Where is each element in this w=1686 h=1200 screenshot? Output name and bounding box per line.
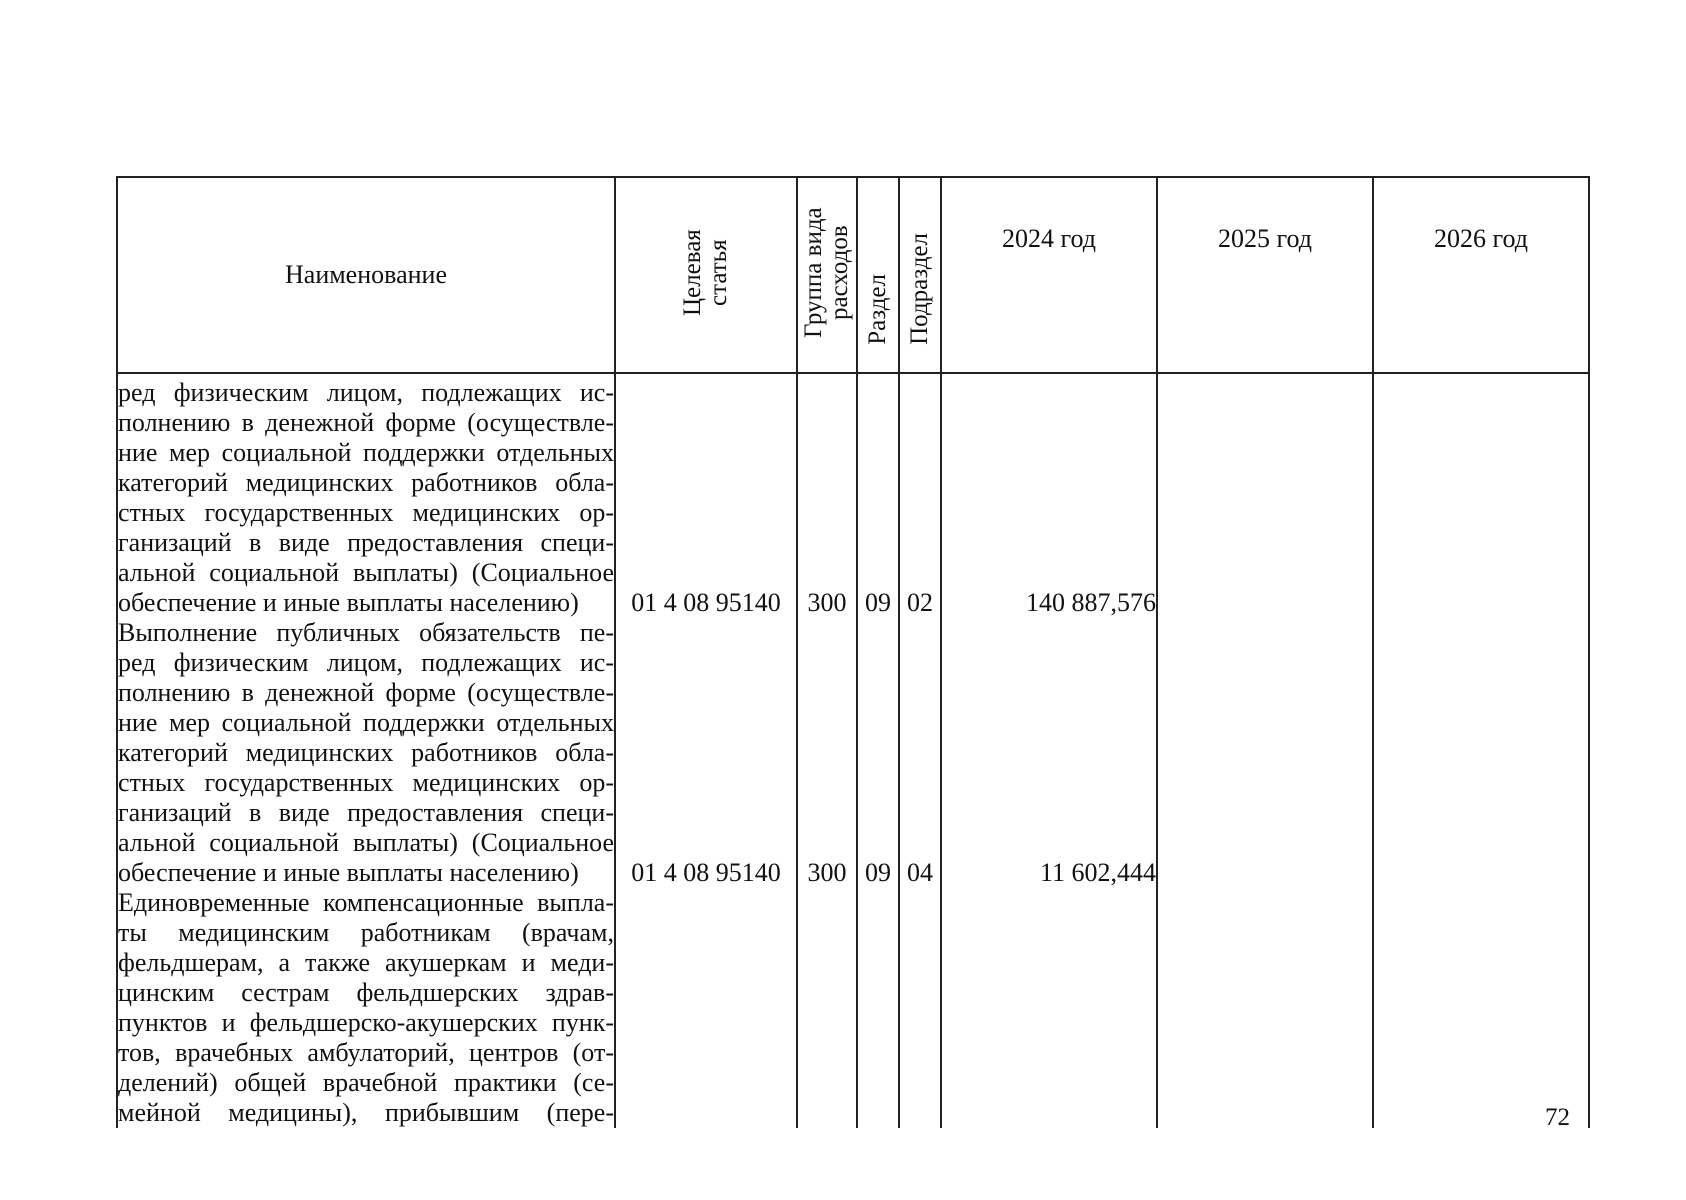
header-2026: 2026 год	[1373, 177, 1589, 373]
row-name: Выполнение публичных обязательств пе- ред физическим лицом, подлежащих ис- полнению в денежной форме (осуществле- ние мер социальной поддержки отдельных категорий медицинских работников обла- стных государственных медицинских ор- ганизаций в виде предоставления специ- альной социальной выплаты) (Социальное обеспечение и иные выплаты населению)	[118, 618, 614, 887]
row-2024: 140 887,576	[941, 373, 1157, 618]
header-target: Целевая статья	[615, 177, 797, 373]
row-2025	[1157, 373, 1373, 618]
row-2024	[941, 888, 1157, 1128]
header-subsection: Подраздел	[899, 177, 941, 373]
row-section: 09	[857, 618, 899, 888]
row-2025	[1157, 888, 1373, 1128]
budget-table	[116, 176, 1590, 1128]
table-row	[117, 373, 1589, 618]
row-2026	[1373, 373, 1589, 618]
row-section: 09	[857, 373, 899, 618]
header-group: Группа вида расходов	[797, 177, 857, 373]
row-target	[615, 888, 797, 1128]
row-target: 01 4 08 95140	[615, 618, 797, 888]
row-subsection: 02	[899, 373, 941, 618]
header-name: Наименование	[117, 177, 615, 373]
row-target: 01 4 08 95140	[615, 373, 797, 618]
table-header-row	[117, 177, 1589, 373]
row-group: 300	[797, 618, 857, 888]
row-2024: 11 602,444	[941, 618, 1157, 888]
table-row	[117, 888, 1589, 1128]
header-section: Раздел	[857, 177, 899, 373]
header-2025: 2025 год	[1157, 177, 1373, 373]
row-2026	[1373, 888, 1589, 1128]
header-2024: 2024 год	[941, 177, 1157, 373]
row-2026	[1373, 618, 1589, 888]
row-name: Единовременные компенсационные выпла- ты медицинским работникам (врачам, фельдшерам, а также акушеркам и меди- цинским сестрам фельдшерских здрав- пунктов и фельдшерско-акушерских пунк- тов, врачебных амбулаторий, центров (от- делений) общей врачебной практики (се- мейной медицины), прибывшим (пере-	[118, 888, 614, 1127]
row-subsection: 04	[899, 618, 941, 888]
row-group	[797, 888, 857, 1128]
row-name: ред физическим лицом, подлежащих ис- полнению в денежной форме (осуществле- ние мер социальной поддержки отдельных категорий медицинских работников обла- стных государственных медицинских ор- ганизаций в виде предоставления специ- альной социальной выплаты) (Социальное обеспечение и иные выплаты населению)	[117, 373, 615, 618]
row-subsection	[899, 888, 941, 1128]
row-group: 300	[797, 373, 857, 618]
table-row	[117, 618, 1589, 888]
row-section	[857, 888, 899, 1128]
page-number: 72	[1545, 1104, 1570, 1131]
row-2025	[1157, 618, 1373, 888]
